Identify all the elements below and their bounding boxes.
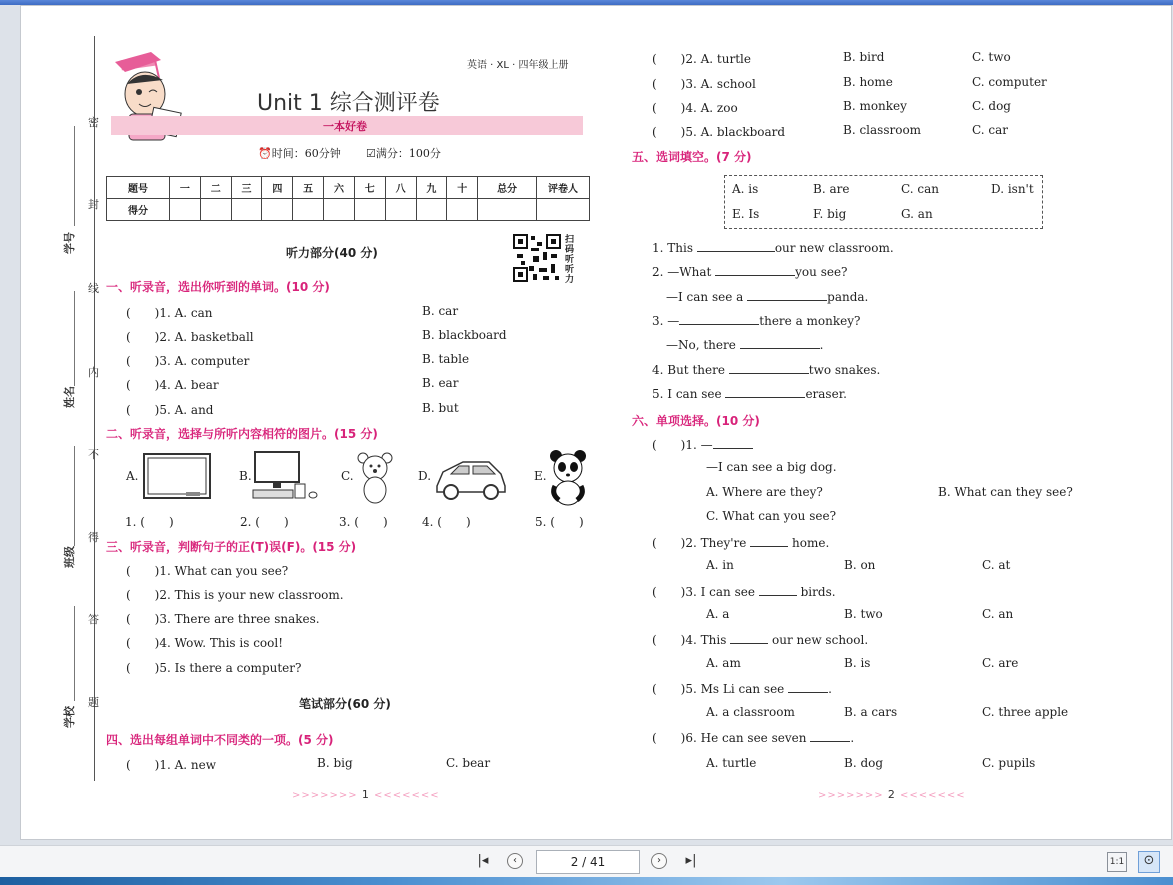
score-header: 一 bbox=[170, 177, 201, 199]
seal-char: 题 bbox=[88, 696, 99, 709]
fit-page-button[interactable] bbox=[1138, 851, 1160, 873]
title-banner bbox=[111, 116, 583, 135]
mc-question bbox=[652, 583, 836, 600]
option-b: B. two bbox=[844, 607, 883, 621]
clock-icon: ⏰ bbox=[258, 147, 272, 160]
score-header: 九 bbox=[416, 177, 447, 199]
mc-stem-post: . bbox=[828, 682, 832, 696]
fill-blank-line bbox=[666, 290, 868, 304]
actual-size-icon: 1:1 bbox=[1109, 857, 1125, 867]
navigation-toolbar bbox=[0, 845, 1173, 878]
mc-question bbox=[652, 534, 829, 551]
option-b: B. bird bbox=[843, 50, 885, 64]
picture-label: D. bbox=[418, 469, 432, 483]
blank-post: there a monkey? bbox=[759, 314, 861, 328]
section-title-part5: 五、选词填空。(7 分) bbox=[632, 150, 752, 164]
question-line: ( )4. Wow. This is cool! bbox=[126, 636, 284, 650]
score-header: 八 bbox=[385, 177, 416, 199]
answer-blank bbox=[725, 387, 805, 398]
score-header: 五 bbox=[293, 177, 324, 199]
page-footer-right: >>>>>>> 2 <<<<<<< bbox=[818, 788, 966, 801]
option-b: B. dog bbox=[844, 756, 884, 770]
mc-stem: ( )6. He can see seven bbox=[652, 731, 807, 745]
question-line: ( )5. A. and bbox=[126, 403, 214, 417]
seal-char: 答 bbox=[88, 613, 99, 626]
fit-page-icon: ⊙ bbox=[1143, 853, 1155, 868]
score-header: 题号 bbox=[107, 177, 170, 199]
word-option: B. are bbox=[813, 182, 850, 196]
chevron-left-icon: ‹ bbox=[513, 855, 517, 866]
score-cell bbox=[447, 199, 478, 221]
picture-answer: 4. ( ) bbox=[422, 515, 471, 529]
score-cell bbox=[385, 199, 416, 221]
score-table bbox=[106, 176, 590, 221]
seal-char: 线 bbox=[88, 282, 99, 295]
last-page-icon: ▸| bbox=[685, 853, 697, 868]
car-picture bbox=[433, 454, 509, 502]
option-c: C. at bbox=[982, 558, 1011, 572]
word-option: E. Is bbox=[732, 207, 760, 221]
question-line: ( )3. There are three snakes. bbox=[126, 612, 320, 626]
option-b: B. on bbox=[844, 558, 876, 572]
blank-post: . bbox=[819, 338, 824, 352]
question-line: ( )1. A. can bbox=[126, 306, 213, 320]
field-line bbox=[74, 126, 75, 226]
score-header: 四 bbox=[262, 177, 293, 199]
word-bank-box bbox=[724, 175, 1043, 229]
mc-stem: ( )2. They're bbox=[652, 536, 747, 550]
answer-blank bbox=[759, 585, 797, 596]
option-b: B. home bbox=[843, 75, 893, 89]
actual-size-button[interactable] bbox=[1107, 852, 1127, 872]
score-cell bbox=[478, 199, 537, 221]
score-cell bbox=[170, 199, 201, 221]
option-c: C. an bbox=[982, 607, 1014, 621]
listening-title: 听力部分(40 分) bbox=[286, 246, 378, 260]
exam-score bbox=[366, 145, 441, 161]
mc-question bbox=[652, 680, 832, 697]
computer-picture bbox=[251, 450, 321, 502]
option-c: C. computer bbox=[972, 75, 1047, 89]
score-cell bbox=[537, 199, 590, 221]
picture-label: A. bbox=[126, 469, 139, 483]
fill-blank-line bbox=[652, 387, 847, 401]
fill-blank-line bbox=[652, 241, 894, 255]
option-c: C. dog bbox=[972, 99, 1011, 113]
blank-pre: —I can see a bbox=[666, 290, 744, 304]
picture-label: B. bbox=[239, 469, 252, 483]
page-number: 1 bbox=[361, 788, 370, 801]
answer-blank bbox=[715, 265, 795, 276]
qr-code-icon bbox=[513, 234, 561, 282]
blank-pre: 2. —What bbox=[652, 265, 712, 279]
option-c: C. pupils bbox=[982, 756, 1036, 770]
mc-question bbox=[652, 436, 753, 453]
field-school: 学校 bbox=[63, 706, 76, 728]
word-option: D. isn't bbox=[991, 182, 1034, 196]
answer-blank bbox=[729, 363, 809, 374]
picture-answer: 2. ( ) bbox=[240, 515, 289, 529]
field-class: 班级 bbox=[63, 546, 76, 568]
blank-post: our new classroom. bbox=[774, 241, 894, 255]
checkbox-icon: ☑ bbox=[366, 147, 376, 160]
picture-answer: 1. ( ) bbox=[125, 515, 174, 529]
answer-blank bbox=[810, 731, 850, 742]
time-text: 时间：60分钟 bbox=[271, 147, 341, 160]
score-cell bbox=[416, 199, 447, 221]
answer-blank bbox=[747, 290, 827, 301]
word-option: F. big bbox=[813, 207, 847, 221]
field-student-id: 学号 bbox=[63, 232, 76, 254]
option-a: A. turtle bbox=[706, 756, 757, 770]
picture-answer: 5. ( ) bbox=[535, 515, 584, 529]
section-title-part4: 四、选出每组单词中不同类的一项。(5 分) bbox=[106, 733, 334, 747]
document-viewer bbox=[0, 5, 1173, 845]
picture-label: E. bbox=[534, 469, 547, 483]
field-line bbox=[74, 446, 75, 546]
option-b: B. classroom bbox=[843, 123, 922, 137]
first-page-button[interactable] bbox=[474, 852, 492, 870]
question-line: ( )2. A. basketball bbox=[126, 330, 254, 344]
score-row-label: 得分 bbox=[107, 199, 170, 221]
score-header: 三 bbox=[231, 177, 262, 199]
question-line: ( )2. A. turtle bbox=[652, 52, 751, 66]
option-b: B. a cars bbox=[844, 705, 898, 719]
question-line: ( )1. A. new bbox=[126, 758, 217, 772]
chevron-right-icon: › bbox=[657, 855, 661, 866]
option-b: B. is bbox=[844, 656, 871, 670]
question-line: ( )5. A. blackboard bbox=[652, 125, 786, 139]
score-cell bbox=[324, 199, 355, 221]
fill-blank-line bbox=[652, 314, 860, 328]
next-page-button[interactable] bbox=[651, 853, 667, 869]
option-b: B. ear bbox=[422, 376, 459, 390]
blank-pre: —No, there bbox=[666, 338, 736, 352]
blackboard-picture bbox=[142, 452, 212, 502]
option-a: A. am bbox=[706, 656, 741, 670]
option-c: C. car bbox=[972, 123, 1008, 137]
seal-char: 得 bbox=[88, 531, 99, 544]
written-title: 笔试部分(60 分) bbox=[299, 697, 391, 711]
option-c: C. What can you see? bbox=[706, 509, 836, 523]
binding-line bbox=[94, 36, 95, 781]
page-footer-left: >>>>>>> 1 <<<<<<< bbox=[292, 788, 440, 801]
picture-answer: 3. ( ) bbox=[339, 515, 388, 529]
mc-stem: ( )3. I can see bbox=[652, 585, 755, 599]
score-cell bbox=[354, 199, 385, 221]
blank-pre: 5. I can see bbox=[652, 387, 722, 401]
mc-stem-post: our new school. bbox=[772, 633, 869, 647]
mc-stem: ( )5. Ms Li can see bbox=[652, 682, 785, 696]
question-line: ( )3. A. computer bbox=[126, 354, 250, 368]
option-b: B. big bbox=[317, 756, 353, 770]
first-page-icon: |◂ bbox=[477, 853, 489, 868]
answer-blank bbox=[750, 536, 788, 547]
score-header: 六 bbox=[324, 177, 355, 199]
section-title-part3: 三、听录音，判断句子的正(T)误(F)。(15 分) bbox=[106, 540, 357, 554]
word-option: G. an bbox=[901, 207, 933, 221]
score-text: 满分：100分 bbox=[375, 147, 441, 160]
score-cell bbox=[262, 199, 293, 221]
blank-pre: 3. — bbox=[652, 314, 680, 328]
question-line: ( )4. A. bear bbox=[126, 378, 219, 392]
word-option: A. is bbox=[732, 182, 759, 196]
option-b: B. car bbox=[422, 304, 459, 318]
previous-page-button[interactable] bbox=[507, 853, 523, 869]
blank-post: two snakes. bbox=[808, 363, 881, 377]
exam-time bbox=[258, 145, 341, 161]
blank-post: eraser. bbox=[805, 387, 847, 401]
blank-pre: 1. This bbox=[652, 241, 693, 255]
score-cell bbox=[200, 199, 231, 221]
question-line: ( )3. A. school bbox=[652, 77, 756, 91]
seal-char: 内 bbox=[88, 366, 99, 379]
field-line bbox=[74, 606, 75, 701]
score-cell bbox=[293, 199, 324, 221]
mc-stem-post: birds. bbox=[800, 585, 836, 599]
page-title: Unit 1 综合测评卷 bbox=[257, 91, 440, 116]
fill-blank-line bbox=[652, 265, 847, 279]
score-header: 评卷人 bbox=[537, 177, 590, 199]
question-line: ( )2. This is your new classroom. bbox=[126, 588, 344, 602]
seal-char: 密 bbox=[88, 116, 99, 129]
last-page-button[interactable] bbox=[682, 852, 700, 870]
option-c: C. two bbox=[972, 50, 1011, 64]
option-a: A. in bbox=[706, 558, 734, 572]
mc-stem: ( )1. — bbox=[652, 438, 713, 452]
word-option: C. can bbox=[901, 182, 939, 196]
question-line: ( )5. Is there a computer? bbox=[126, 661, 302, 675]
blank-post: you see? bbox=[795, 265, 848, 279]
section-title-part2: 二、听录音，选择与所听内容相符的图片。(15 分) bbox=[106, 427, 378, 441]
mc-stem-post: . bbox=[850, 731, 855, 745]
option-b: B. table bbox=[422, 352, 470, 366]
option-b: B. monkey bbox=[843, 99, 907, 113]
bear-picture bbox=[355, 450, 395, 506]
option-c: C. three apple bbox=[982, 705, 1069, 719]
blank-post: panda. bbox=[827, 290, 869, 304]
qr-caption: 扫码听听力 bbox=[565, 235, 575, 285]
answer-blank bbox=[697, 241, 775, 252]
fill-blank-line bbox=[652, 363, 880, 377]
option-b: B. What can they see? bbox=[938, 485, 1073, 499]
option-c: C. are bbox=[982, 656, 1019, 670]
banner-text: 一本好卷 bbox=[323, 120, 367, 133]
option-b: B. but bbox=[422, 401, 459, 415]
picture-label: C. bbox=[341, 469, 354, 483]
page-number: 2 bbox=[887, 788, 896, 801]
option-a: A. a bbox=[706, 607, 730, 621]
option-b: B. blackboard bbox=[422, 328, 507, 342]
mc-stem: ( )4. This bbox=[652, 633, 727, 647]
score-header: 二 bbox=[200, 177, 231, 199]
section-title-part6: 六、单项选择。(10 分) bbox=[632, 414, 760, 428]
exam-page-spread bbox=[20, 5, 1172, 840]
subject-line: 英语 · XL · 四年级上册 bbox=[467, 60, 569, 71]
question-line: ( )1. What can you see? bbox=[126, 564, 289, 578]
score-header: 总分 bbox=[478, 177, 537, 199]
answer-blank bbox=[740, 338, 820, 349]
option-c: C. bear bbox=[446, 756, 491, 770]
answer-blank bbox=[713, 438, 753, 449]
answer-blank bbox=[679, 314, 759, 325]
answer-blank bbox=[730, 633, 768, 644]
score-header: 七 bbox=[354, 177, 385, 199]
fill-blank-line bbox=[666, 338, 824, 352]
option-a: A. a classroom bbox=[706, 705, 795, 719]
panda-picture bbox=[547, 448, 589, 506]
score-cell bbox=[231, 199, 262, 221]
mc-question bbox=[652, 729, 854, 746]
score-header: 十 bbox=[447, 177, 478, 199]
question-line: ( )4. A. zoo bbox=[652, 101, 738, 115]
taskbar-strip bbox=[0, 877, 1173, 885]
seal-char: 封 bbox=[88, 198, 99, 211]
field-name: 姓名 bbox=[63, 386, 76, 408]
mc-stem-post: home. bbox=[792, 536, 830, 550]
page-number-input[interactable]: 2 / 41 bbox=[536, 850, 640, 874]
field-line bbox=[74, 291, 75, 386]
option-a: A. Where are they? bbox=[706, 485, 823, 499]
seal-char: 不 bbox=[88, 448, 99, 461]
mc-reply: —I can see a big dog. bbox=[706, 460, 837, 474]
section-title-part1: 一、听录音，选出你听到的单词。(10 分) bbox=[106, 280, 330, 294]
answer-blank bbox=[788, 682, 828, 693]
blank-pre: 4. But there bbox=[652, 363, 725, 377]
mc-question bbox=[652, 631, 868, 648]
